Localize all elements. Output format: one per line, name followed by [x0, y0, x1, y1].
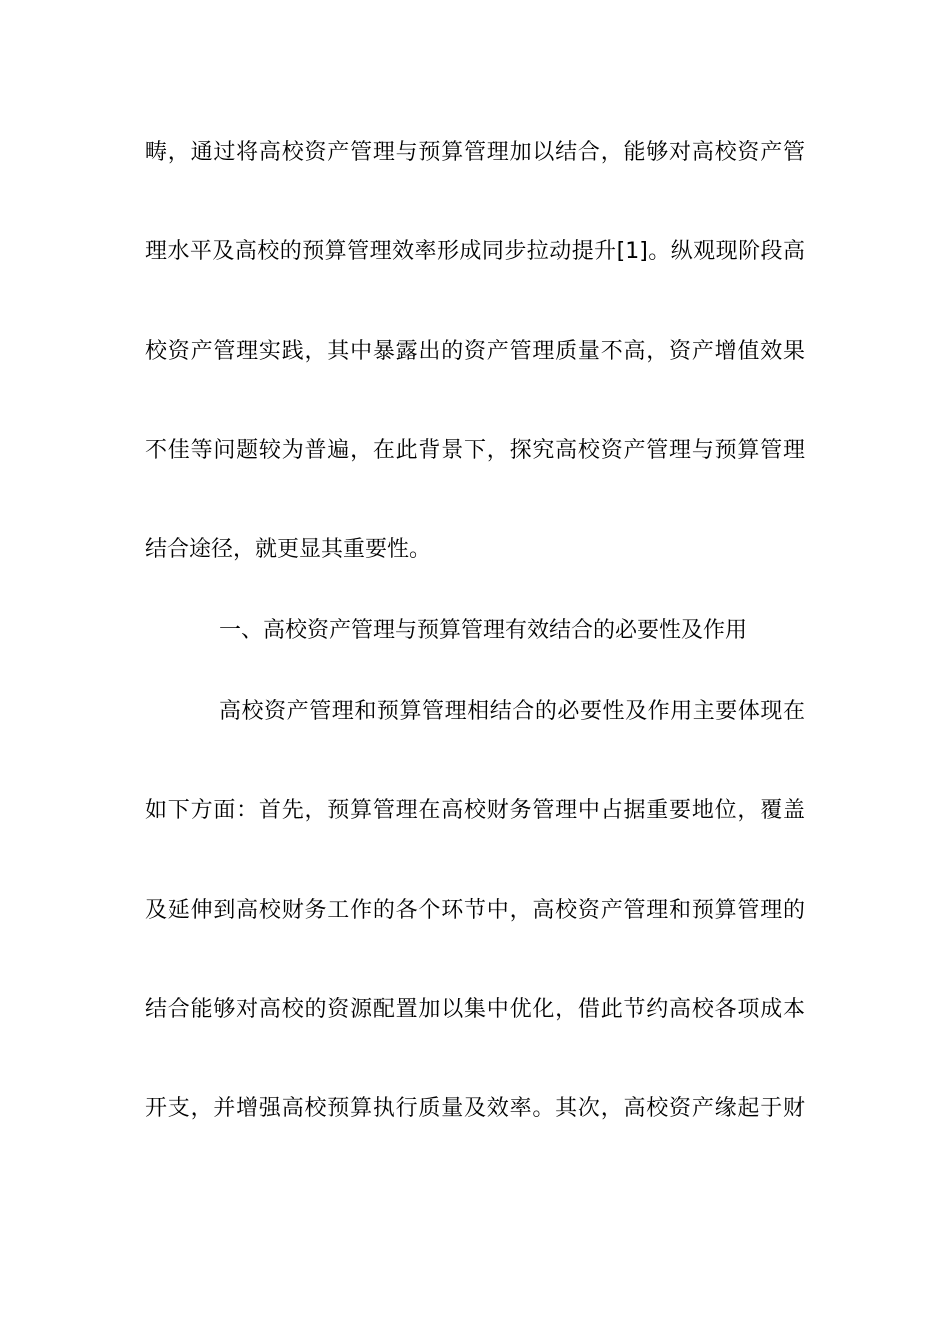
paragraph-2-line-4: 结合能够对高校的资源配置加以集中优化，借此节约高校各项成本 [145, 997, 805, 1022]
section-heading: 一、高校资产管理与预算管理有效结合的必要性及作用 [219, 618, 748, 643]
paragraph-2-line-1: 高校资产管理和预算管理相结合的必要性及作用主要体现在 [219, 699, 805, 724]
paragraph-1-line-3: 校资产管理实践，其中暴露出的资产管理质量不高，资产增值效果 [145, 339, 805, 364]
paragraph-2-line-2: 如下方面：首先，预算管理在高校财务管理中占据重要地位，覆盖 [145, 798, 805, 823]
paragraph-2-line-3: 及延伸到高校财务工作的各个环节中，高校资产管理和预算管理的 [145, 898, 805, 923]
paragraph-1-line-5: 结合途径，就更显其重要性。 [145, 537, 432, 562]
paragraph-1-line-1: 畴，通过将高校资产管理与预算管理加以结合，能够对高校资产管 [145, 140, 805, 165]
paragraph-1-line-4: 不佳等问题较为普遍，在此背景下，探究高校资产管理与预算管理 [145, 438, 805, 463]
paragraph-1-line-2: 理水平及高校的预算管理效率形成同步拉动提升[1]。纵观现阶段高 [145, 239, 805, 264]
paragraph-2-line-5: 开支，并增强高校预算执行质量及效率。其次，高校资产缘起于财 [145, 1096, 805, 1121]
